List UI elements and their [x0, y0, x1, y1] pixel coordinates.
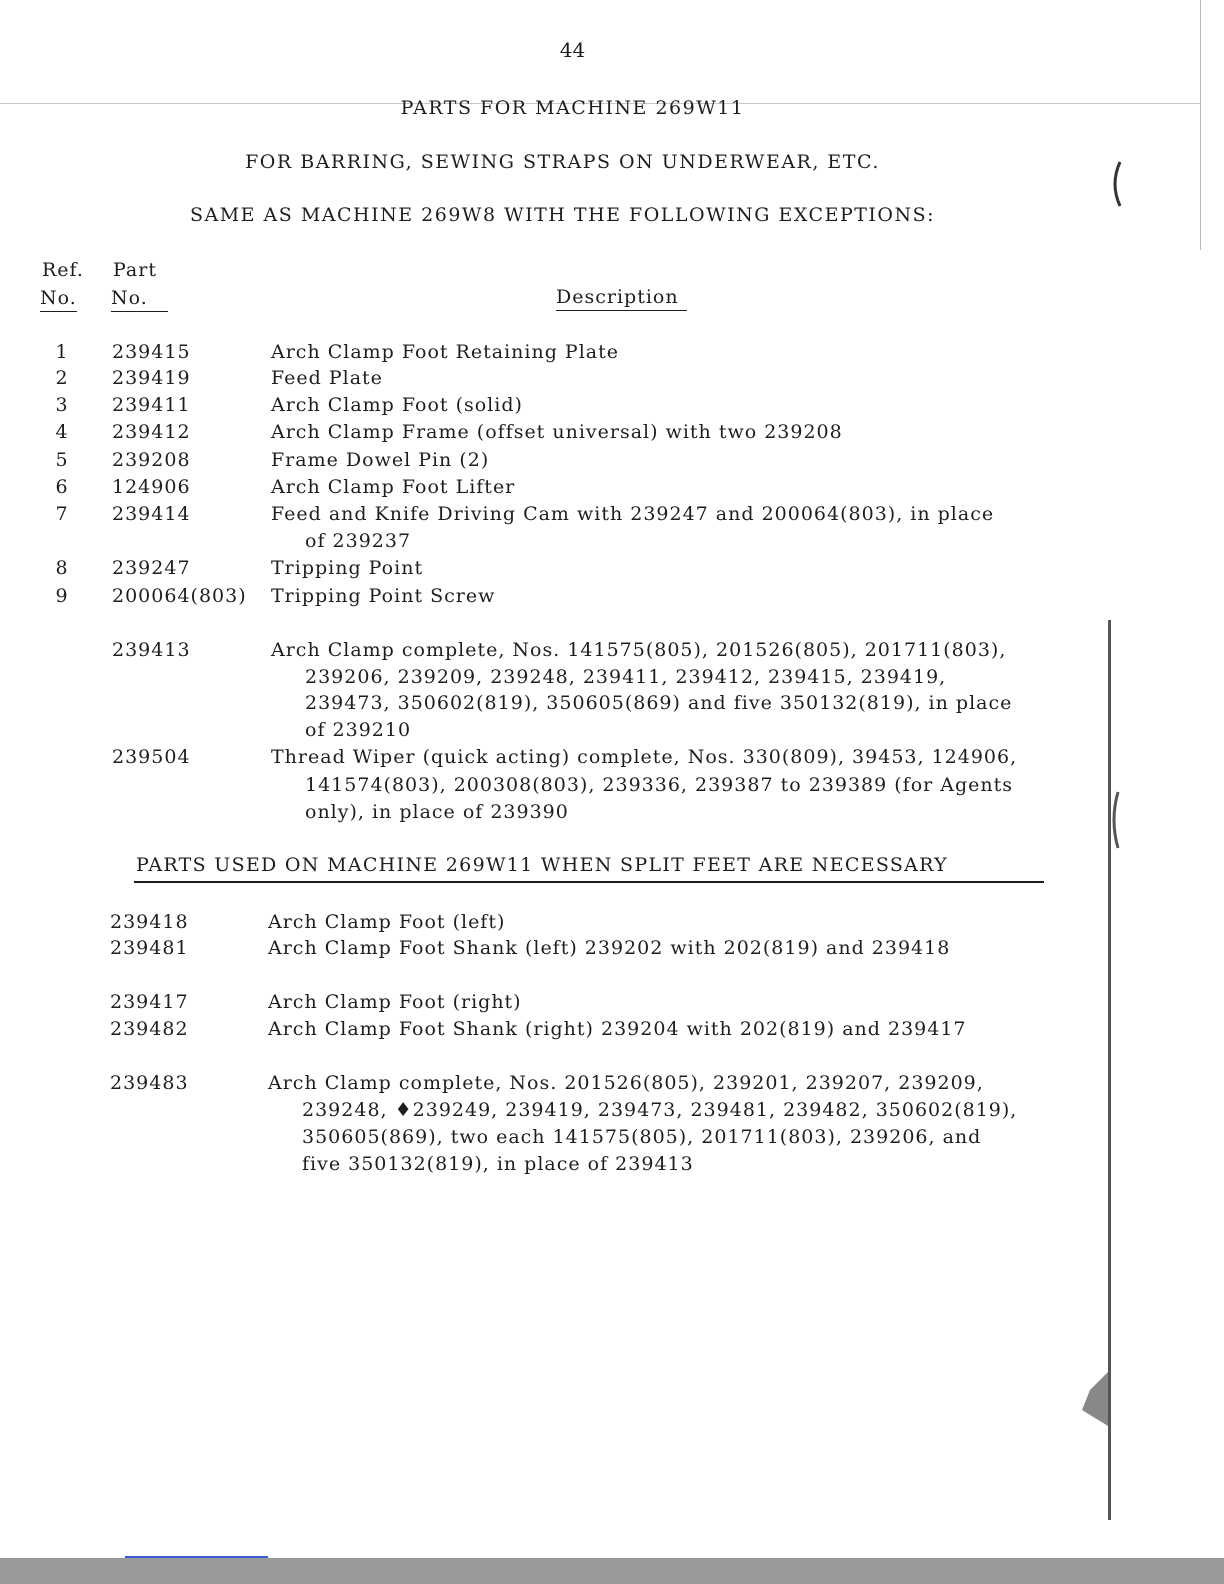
item-description-continued: of 239237: [305, 530, 412, 552]
item-description-continued: of 239210: [305, 719, 412, 741]
item-description: Arch Clamp Foot (left): [268, 911, 506, 933]
ref-header-line2: No.: [40, 287, 77, 312]
part-number: 239417: [110, 991, 189, 1013]
item-description: Arch Clamp complete, Nos. 201526(805), 239201, 239207, 239209,: [268, 1072, 984, 1094]
page-title: PARTS FOR MACHINE 269W11: [400, 97, 745, 119]
item-description: Arch Clamp Foot Retaining Plate: [271, 341, 619, 363]
item-description-continued: only), in place of 239390: [305, 801, 569, 823]
part-number: 239411: [112, 394, 191, 416]
split-feet-heading-underline: [134, 881, 1044, 883]
ref-number: 6: [55, 476, 69, 498]
ref-number: 1: [55, 341, 69, 363]
item-description: Arch Clamp Foot (right): [268, 991, 522, 1013]
part-number: 239504: [112, 746, 191, 768]
part-header-line2: No.: [111, 287, 168, 312]
part-number: 239247: [112, 557, 191, 579]
split-feet-heading: PARTS USED ON MACHINE 269W11 WHEN SPLIT FEET ARE NECESSARY: [136, 854, 949, 876]
bottom-scan-bar: [0, 1558, 1224, 1584]
part-number: 239412: [112, 421, 191, 443]
item-description-continued: 239248, ♦239249, 239419, 239473, 239481, 239482, 350602(819),: [302, 1099, 1018, 1121]
ref-number: 3: [55, 394, 69, 416]
part-number: 239483: [110, 1072, 189, 1094]
description-header: Description: [556, 286, 687, 311]
item-description: Arch Clamp complete, Nos. 141575(805), 201526(805), 201711(803),: [271, 639, 1007, 661]
part-number: 239413: [112, 639, 191, 661]
item-description: Arch Clamp Foot (solid): [271, 394, 523, 416]
item-description-continued: 141574(803), 200308(803), 239336, 239387 to 239389 (for Agents: [305, 774, 1014, 796]
part-header-line1: Part: [113, 259, 157, 281]
part-number: 239419: [112, 367, 191, 389]
page-number: 44: [559, 38, 586, 62]
ref-number: 7: [55, 503, 69, 525]
part-number: 124906: [112, 476, 191, 498]
bracket-mark-middle: [1108, 790, 1122, 850]
right-scan-rule: [1200, 0, 1201, 250]
part-number: 239482: [110, 1018, 189, 1040]
item-description: Arch Clamp Foot Lifter: [271, 476, 516, 498]
item-description-continued: 350605(869), two each 141575(805), 201711(803), 239206, and: [302, 1126, 982, 1148]
ref-header-line1: Ref.: [42, 259, 84, 281]
ref-number: 5: [55, 449, 69, 471]
item-description-continued: 239473, 350602(819), 350605(869) and five 350132(819), in place: [305, 692, 1013, 714]
item-description: Arch Clamp Frame (offset universal) with two 239208: [271, 421, 843, 443]
ref-number: 8: [55, 557, 69, 579]
item-description: Thread Wiper (quick acting) complete, Nos. 330(809), 39453, 124906,: [271, 746, 1018, 768]
part-number: 239415: [112, 341, 191, 363]
part-number: 239418: [110, 911, 189, 933]
ref-number: 4: [55, 421, 69, 443]
item-description: Feed and Knife Driving Cam with 239247 and 200064(803), in place: [271, 503, 995, 525]
part-number: 239481: [110, 937, 189, 959]
item-description: Arch Clamp Foot Shank (right) 239204 with 202(819) and 239417: [268, 1018, 967, 1040]
item-description-continued: 239206, 239209, 239248, 239411, 239412, 239415, 239419,: [305, 666, 947, 688]
part-number: 239414: [112, 503, 191, 525]
page-subtitle: FOR BARRING, SEWING STRAPS ON UNDERWEAR, ETC.: [245, 151, 880, 173]
exceptions-note: SAME AS MACHINE 269W8 WITH THE FOLLOWING EXCEPTIONS:: [189, 204, 936, 226]
item-description: Frame Dowel Pin (2): [271, 449, 490, 471]
bottom-scan-blue-line: [125, 1556, 268, 1558]
part-number: 200064(803): [112, 585, 247, 607]
item-description-continued: five 350132(819), in place of 239413: [302, 1153, 694, 1175]
item-description: Tripping Point: [271, 557, 424, 579]
ref-number: 9: [55, 585, 69, 607]
ref-number: 2: [55, 367, 69, 389]
part-number: 239208: [112, 449, 191, 471]
item-description: Arch Clamp Foot Shank (left) 239202 with 202(819) and 239418: [268, 937, 951, 959]
item-description: Tripping Point Screw: [271, 585, 496, 607]
item-description: Feed Plate: [271, 367, 383, 389]
tab-mark-bottom: [1080, 1370, 1112, 1430]
